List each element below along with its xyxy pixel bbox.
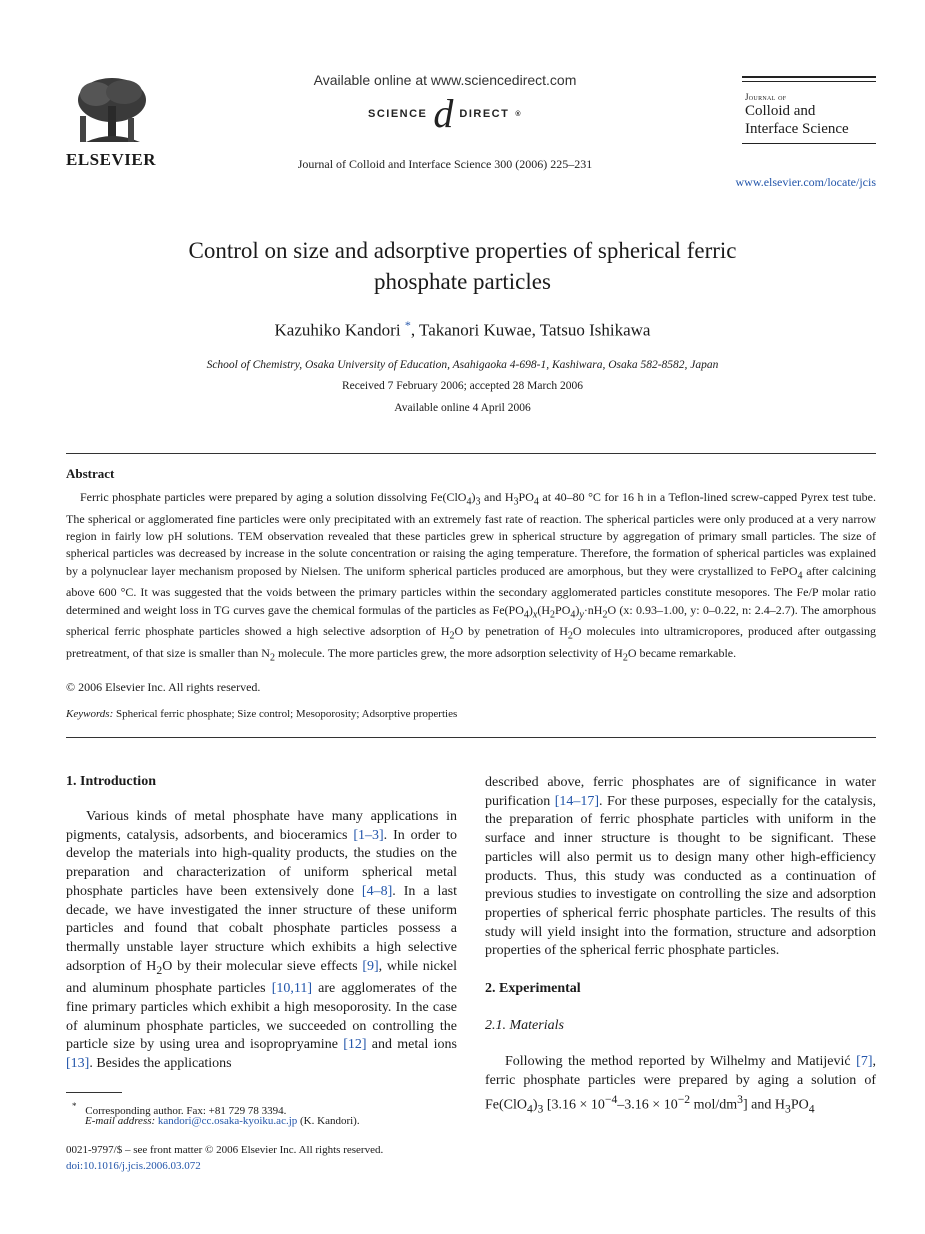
- publisher-wordmark: ELSEVIER: [66, 150, 156, 169]
- email-label: E-mail address:: [85, 1115, 156, 1127]
- article-title: [90, 235, 835, 297]
- ref-9[interactable]: [9]: [362, 958, 379, 974]
- ref-7[interactable]: [7]: [856, 1054, 873, 1070]
- ref-1-3[interactable]: [1–3]: [353, 827, 384, 843]
- front-matter: [66, 1142, 383, 1174]
- section-heading-experimental: 2. Experimental: [485, 981, 581, 997]
- ref-4-8[interactable]: [4–8]: [361, 883, 393, 899]
- author-list: [90, 318, 835, 341]
- tree-icon: [66, 76, 152, 148]
- keywords: [66, 708, 457, 720]
- title-line2: phosphate particles: [374, 269, 551, 294]
- intro-continuation: described above, ferric phosphates are of significance in water purification [14–17]. For these purposes, especially for the catalysis, the preparation of ferric phosphate particles with uniform in the surface and inner structure is thought to be significant. These particles will also permit us to design many other high-efficiency products. Thus, this study was conducted as a continuation of previous studies to investigate on controlling the size and adsorption properties of spherical ferric phosphate particles. The results of this study will yield insight into the formation, structure and adsorption properties of the spherical ferric phosphate particles.: [485, 775, 876, 959]
- abstract-paragraph: Ferric phosphate particles were prepared by aging a solution dissolving $Fe(ClO_4)_3$ and $H_3PO_4$ at 40–80 °C for 16 h in a Teflon-lined screw-capped Pyrex test tube. The spherical or agglomerated fine particles were only precipitated with an extremely fast rate of reaction. The spherical particles were only produced at a very narrow region in fairly low pH solutions. TEM observation revealed that these particles grew in spherical structure by aggregation of primary small particles. The size of spherical particles was decreased by increase in the solute concentration or raising the aging temperature. Therefore, the formation of spherical particles was explained by a polynuclear layer mechanism proposed by Nielsen. The uniform spherical particles produced are amorphous, but they were crystallized to FePO$_4$ after calcining above 600 °C. It was suggested that the voids between the primary particles within the secondary agglomerated particles constitute mesopores. The Fe/P molar ratio determined and weight loss in TG curves gave the chemical formulas of the particles as $Fe(PO_4)_x(H_2PO_4)_y\cdot nH_2O$ (x: 0.93–1.00, y: 0–0.22, n: 2.4–2.7). The amorphous spherical ferric phosphate particles showed a high selective adsorption of $H_2O$ by penetration of $H_2O$ molecules into ultramicropores, produced after outgassing pretreatment, of that size is smaller than $N_2$ molecule. The more particles grew, the more adsorption selectivity of $H_2O$ became remarkable.: [66, 490, 876, 664]
- section-heading-introduction: 1. Introduction: [66, 774, 156, 789]
- journal-name-line2: Interface Science: [745, 121, 849, 137]
- online-date: Available online 4 April 2006: [394, 402, 531, 414]
- journal-name-line1: Colloid and: [745, 103, 816, 119]
- introduction-body: [66, 808, 457, 1074]
- keywords-label: Keywords:: [66, 708, 114, 720]
- corresponding-text: Corresponding author. Fax: +81 729 78 3394.: [85, 1104, 287, 1117]
- ref-14-17[interactable]: [14–17]: [554, 793, 600, 809]
- sciencedirect-logo: [300, 91, 590, 136]
- ref-10-11[interactable]: [10,11]: [271, 981, 312, 997]
- keywords-list: Spherical ferric phosphate; Size control; Mesoporosity; Adsorptive properties: [113, 708, 458, 720]
- corresponding-author-mark[interactable]: *: [404, 318, 411, 332]
- other-authors: , Takanori Kuwae, Tatsuo Ishikawa: [410, 320, 651, 340]
- journal-masthead: [742, 76, 876, 144]
- divider-bottom: [66, 737, 876, 738]
- issn-line: 0021-9797/$ – see front matter © 2006 Elsevier Inc. All rights reserved.: [66, 1144, 384, 1156]
- journal-citation: Journal of Colloid and Interface Science 300 (2006) 225–231: [297, 157, 593, 171]
- sd-at-mark: d: [433, 91, 454, 136]
- footnote-rule: [66, 1092, 122, 1093]
- abstract-copyright: © 2006 Elsevier Inc. All rights reserved.: [66, 680, 261, 694]
- abstract-heading: Abstract: [66, 466, 115, 481]
- right-column-body: [485, 774, 876, 1119]
- journal-url-link[interactable]: www.elsevier.com/locate/jcis: [735, 175, 876, 189]
- available-online-text: Available online at www.sciencedirect.com: [313, 72, 577, 88]
- ref-13[interactable]: [13]: [66, 1055, 90, 1071]
- email-footnote: [85, 1114, 485, 1129]
- sd-right-word: DIRECT: [459, 108, 510, 120]
- received-dates: Received 7 February 2006; accepted 28 March 2006: [341, 380, 584, 392]
- ref-12[interactable]: [12]: [343, 1037, 367, 1053]
- journal-of-label: Journal of: [745, 92, 787, 102]
- materials-paragraph: Following the method reported by Wilhelmy and Matijević [7], ferric phosphate particles were prepared by aging a solution of $Fe(ClO_4)_3$ [$3.16 \times 10^{-4}-3.16 \times 10^{-2}$ mol/$dm^3$] and $H_3PO_4$: [485, 1054, 876, 1116]
- author-email-link[interactable]: kandori@cc.osaka-kyoiku.ac.jp: [157, 1115, 298, 1127]
- doi-link[interactable]: doi:10.1016/j.jcis.2006.03.072: [66, 1160, 201, 1172]
- sd-left-word: SCIENCE: [367, 108, 428, 120]
- intro-paragraph: Various kinds of metal phosphate have many applications in pigments, catalysis, adsorbents, and bioceramics [1–3]. In order to develop the materials into high-quality products, the studies on the preparation and characterization of uniform spherical metal phosphate particles have been extensively done [4–8]. In a last decade, we have investigated the inner structure of these uniform particles and found that cobalt phosphate particles possess a thermally unstable layer structure which exhibits a high selective adsorption of $H_2O$ by their molecular sieve effects [9], while nickel and aluminum phosphate particles [10,11] are agglomerates of the fine primary particles which exhibit a high mesoporosity. In the case of aluminum phosphate particles, we succeeded on controlling the particle size by using urea and isopropryamine [12] and metal ions [13]. Besides the applications: [66, 809, 458, 1071]
- divider-top: [66, 453, 876, 454]
- affiliation: School of Chemistry, Osaka University of Education, Asahigaoka 4-698-1, Kashiwara, Osaka 582-8582, Japan: [206, 359, 719, 371]
- title-line1: Control on size and adsorptive properties of spherical ferric: [188, 238, 737, 263]
- abstract-body: [66, 489, 876, 667]
- footnote-mark: *: [72, 1101, 77, 1111]
- email-suffix: (K. Kandori).: [297, 1115, 360, 1127]
- subsection-heading-materials: 2.1. Materials: [485, 1017, 564, 1033]
- sd-registered-mark: ®: [515, 110, 523, 118]
- author-kandori: Kazuhiko Kandori: [274, 320, 401, 340]
